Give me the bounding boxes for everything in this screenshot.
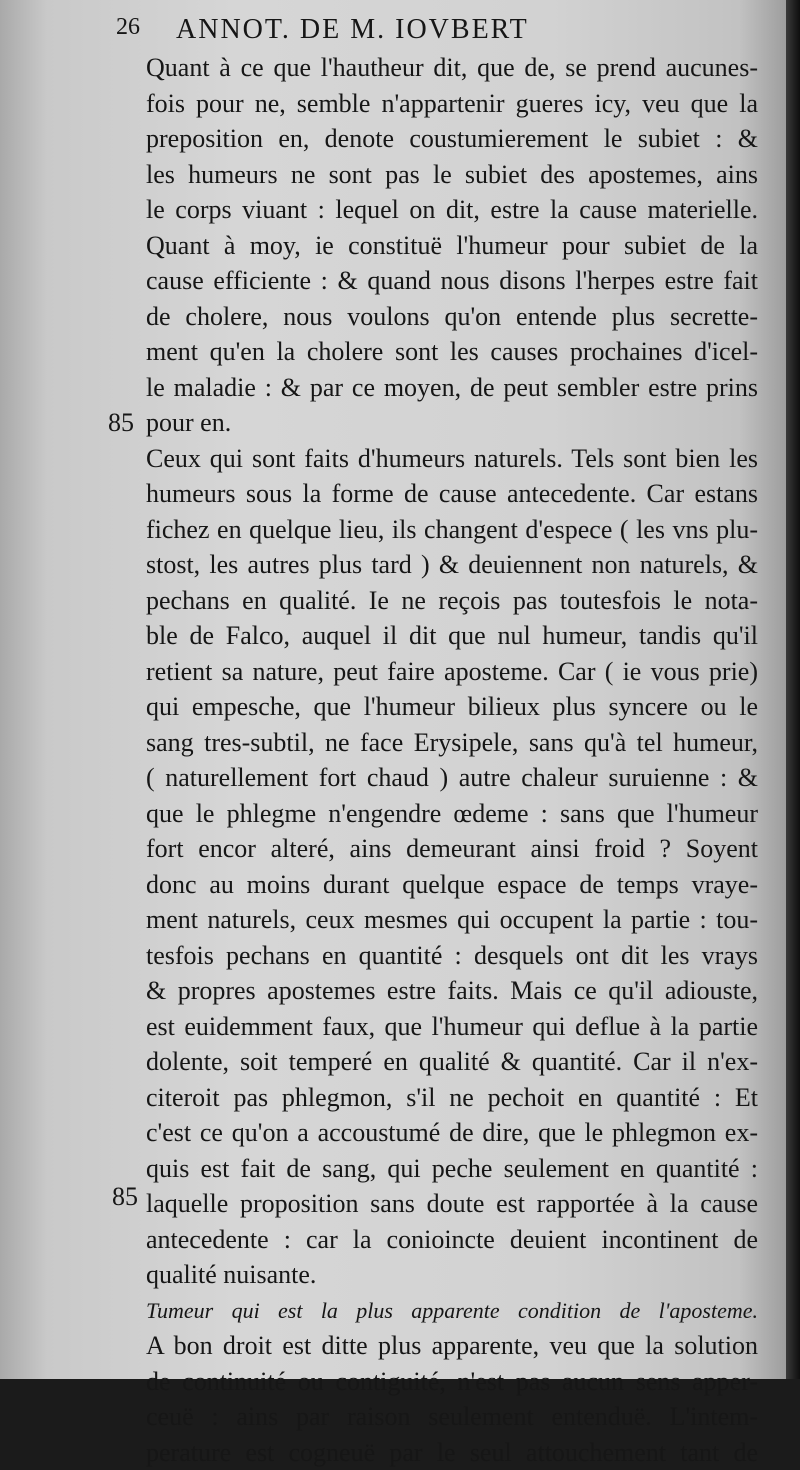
text-line: de cholere, nous voulons qu'on entende plus secrette- <box>146 299 758 335</box>
page-gutter-edge <box>786 0 800 1379</box>
section-lemma-line: Tumeur qui est la plus apparente condition de l'aposteme. <box>146 1293 758 1329</box>
body-text <box>146 50 758 1470</box>
text-line: dolente, soit temperé en qualité & quantité. Car il n'ex- <box>146 1044 758 1080</box>
text-line: c'est ce qu'on a accoustumé de dire, que le phlegmon ex- <box>146 1115 758 1151</box>
running-title: ANNOT. DE M. IOVBERT <box>176 14 529 46</box>
text-line: pechans en qualité. Ie ne reçois pas toutesfois le nota- <box>146 583 758 619</box>
text-line: retient sa nature, peut faire aposteme. Car ( ie vous prie) <box>146 654 758 690</box>
text-line: ceuë : ains par raison seulement entenduë. L'intem- <box>146 1399 758 1435</box>
text-line: humeurs sous la forme de cause antecedente. Car estans <box>146 476 758 512</box>
margin-reference-number: 85 <box>112 1182 138 1212</box>
text-line: donc au moins durant quelque espace de temps vraye- <box>146 867 758 903</box>
text-line: fichez en quelque lieu, ils changent d'espece ( les vns plu- <box>146 512 758 548</box>
text-line: cause efficiente : & quand nous disons l'herpes estre fait <box>146 263 758 299</box>
text-line: qualité nuisante. <box>146 1257 758 1293</box>
text-line: perature est cogneuë par le seul attouchement tant de <box>146 1435 758 1470</box>
text-line: les humeurs ne sont pas le subiet des apostemes, ains <box>146 157 758 193</box>
text-line: ble de Falco, auquel il dit que nul humeur, tandis qu'il <box>146 618 758 654</box>
text-line: ment qu'en la cholere sont les causes prochaines d'icel- <box>146 334 758 370</box>
page-number: 26 <box>116 14 140 41</box>
text-line: citeroit pas phlegmon, s'il ne pechoit en quantité : Et <box>146 1080 758 1116</box>
text-line: & propres apostemes estre faits. Mais ce qu'il adiouste, <box>146 973 758 1009</box>
text-line: quis est fait de sang, qui peche seulement en quantité : <box>146 1151 758 1187</box>
text-line: qui empesche, que l'humeur bilieux plus syncere ou le <box>146 689 758 725</box>
text-line: laquelle proposition sans doute est rapportée à la cause <box>146 1186 758 1222</box>
text-line: Quant à ce que l'hautheur dit, que de, se prend aucunes- <box>146 50 758 86</box>
text-line: A bon droit est ditte plus apparente, veu que la solution <box>146 1328 758 1364</box>
text-line: tesfois pechans en quantité : desquels ont dit les vrays <box>146 938 758 974</box>
text-line: Quant à moy, ie constituë l'humeur pour subiet de la <box>146 228 758 264</box>
text-line: le corps viuant : lequel on dit, estre la cause materielle. <box>146 192 758 228</box>
margin-reference-number: 85 <box>108 408 134 438</box>
text-line: fort encor alteré, ains demeurant ainsi froid ? Soyent <box>146 831 758 867</box>
page-header <box>116 14 766 50</box>
text-line: ment naturels, ceux mesmes qui occupent la partie : tou- <box>146 902 758 938</box>
text-line: que le phlegme n'engendre œdeme : sans que l'humeur <box>146 796 758 832</box>
text-line: le maladie : & par ce moyen, de peut sembler estre prins <box>146 370 758 406</box>
text-line: pour en. <box>146 405 758 441</box>
text-line: stost, les autres plus tard ) & deuiennent non naturels, & <box>146 547 758 583</box>
text-line: fois pour ne, semble n'appartenir gueres icy, veu que la <box>146 86 758 122</box>
text-line: antecedente : car la conioincte deuient incontinent de <box>146 1222 758 1258</box>
text-line: est euidemment faux, que l'humeur qui deflue à la partie <box>146 1009 758 1045</box>
text-line: ( naturellement fort chaud ) autre chaleur suruienne : & <box>146 760 758 796</box>
text-line: sang tres-subtil, ne face Erysipele, sans qu'à tel humeur, <box>146 725 758 761</box>
text-line: preposition en, denote coustumierement le subiet : & <box>146 121 758 157</box>
section-lemma-line: Ceux qui sont faits d'humeurs naturels. Tels sont bien les <box>146 441 758 477</box>
text-line: de continuité ou contiguité, n'est pas aucun sens apper- <box>146 1364 758 1400</box>
